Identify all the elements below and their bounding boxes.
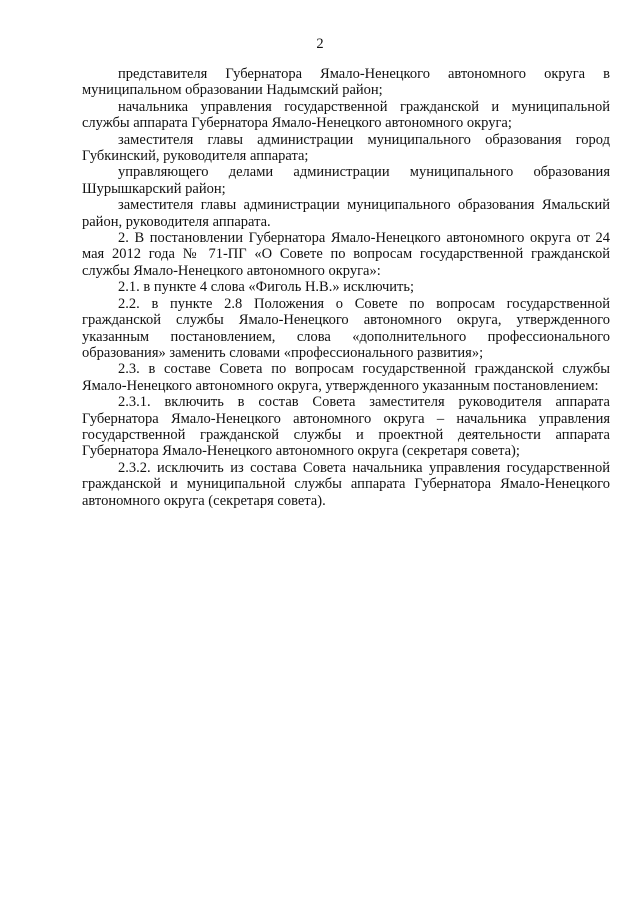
paragraph-item-2-3-1: 2.3.1. включить в состав Совета заместителя руководителя аппарата Губернатора Ямало-Ненецкого автономного округа – начальника управления государственной гражданской службы и проектной деятельности аппарата Губернатора Ямало-Ненецкого автономного округа (секретаря совета); (82, 394, 610, 460)
paragraph-item-2-2: 2.2. в пункте 2.8 Положения о Совете по вопросам государственной гражданской службы Ямало-Ненецкого автономного округа, утвержденного указанным постановлением, слова «дополнительного профессионального образования» заменить словами «профессионального развития»; (82, 295, 610, 361)
paragraph-item-2-3-2: 2.3.2. исключить из состава Совета начальника управления государственной гражданской и муниципальной службы аппарата Губернатора Ямало-Ненецкого автономного округа (секретаря совета). (82, 459, 610, 509)
paragraph-shuryshkarsky-manager: управляющего делами администрации муниципального образования Шурышкарский район; (82, 164, 610, 197)
paragraph-gubkinsky-deputy: заместителя главы администрации муниципального образования город Губкинский, руководителя аппарата; (82, 131, 610, 165)
paragraph-yamalsky-deputy: заместителя главы администрации муниципального образования Ямальский район, руководителя аппарата. (82, 197, 610, 230)
page-number: 2 (316, 36, 324, 52)
paragraph-item-2-3: 2.3. в составе Совета по вопросам государственной гражданской службы Ямало-Ненецкого автономного округа, утвержденного указанным постановлением: (82, 361, 610, 394)
paragraph-service-head: начальника управления государственной гражданской и муниципальной службы аппарата Губернатора Ямало-Ненецкого автономного округа; (82, 98, 610, 132)
paragraph-item-2-1: 2.1. в пункте 4 слова «Фиголь Н.В.» исключить; (118, 279, 415, 296)
paragraph-item-2: 2. В постановлении Губернатора Ямало-Ненецкого автономного округа от 24 мая 2012 года № 71-ПГ «О Совете по вопросам государственной гражданской службы Ямало-Ненецкого автономного округа»: (82, 230, 610, 279)
paragraph-nadym-representative: представителя Губернатора Ямало-Ненецкого автономного округа в муниципальном образовании Надымский район; (82, 66, 610, 99)
document-body (82, 66, 610, 509)
